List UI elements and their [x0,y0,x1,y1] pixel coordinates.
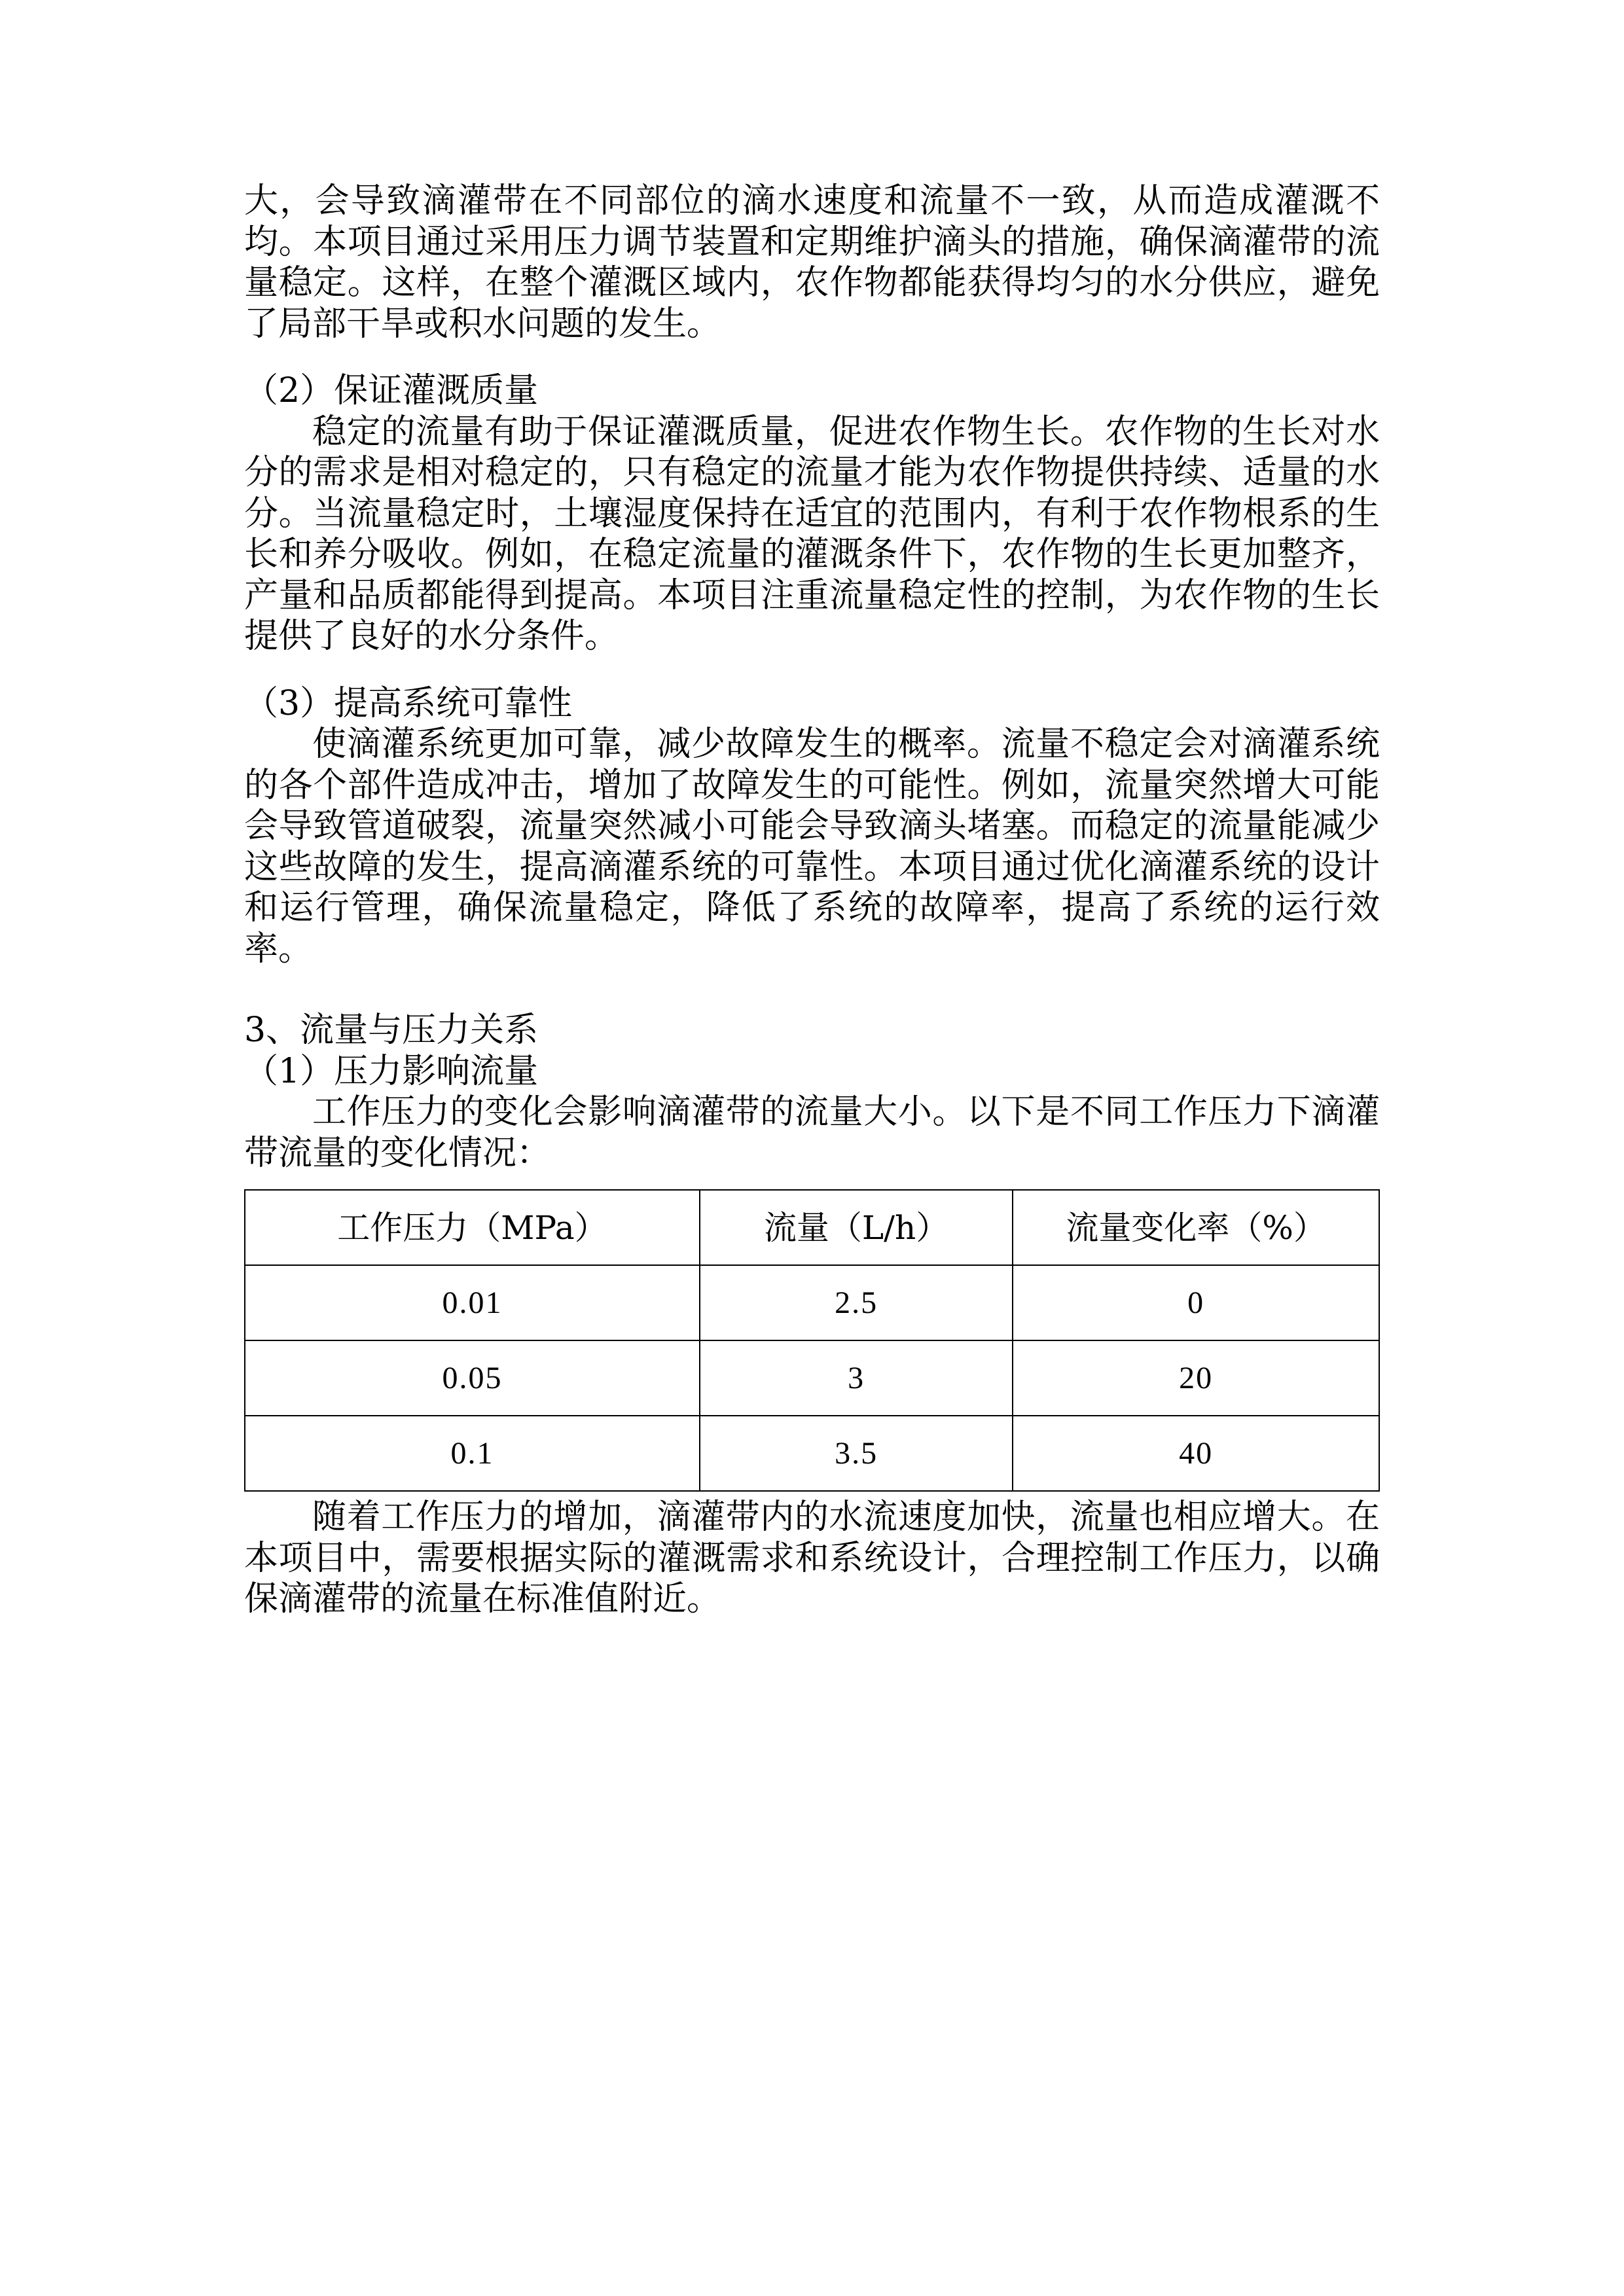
table-header-row [245,1190,1379,1265]
heading-2-irrigation-quality: （2）保证灌溉质量 [244,371,539,410]
heading-3-system-reliability: （3）提高系统可靠性 [244,683,573,723]
spacer [244,344,1380,370]
table-row [245,1340,1379,1416]
table-header-flow: 流量（L/h） [700,1190,1013,1265]
cell-flow: 3 [700,1340,1013,1416]
paragraph-pressure-intro: 工作压力的变化会影响滴灌带的流量大小。以下是不同工作压力下滴灌带流量的变化情况： [244,1092,1380,1173]
cell-pressure: 0.01 [245,1265,700,1340]
paragraph-flow-uniformity: 大，会导致滴灌带在不同部位的滴水速度和流量不一致，从而造成灌溉不均。本项目通过采用压力调节装置和定期维护滴头的措施，确保滴灌带的流量稳定。这样，在整个灌溉区域内，农作物都能获得均匀的水分供应，避免了局部干旱或积水问题的发生。 [244,181,1380,344]
table-header-flow-change-rate: 流量变化率（%） [1013,1190,1379,1265]
heading-section-flow-pressure: 3、流量与压力关系 [244,1011,539,1050]
table-row [245,1416,1379,1491]
table-row [245,1265,1379,1340]
flow-pressure-table-wrapper [244,1189,1380,1492]
cell-flow-change-rate: 40 [1013,1416,1379,1491]
cell-flow: 2.5 [700,1265,1013,1340]
spacer [244,657,1380,683]
heading-1-pressure-affects-flow: （1）压力影响流量 [244,1051,539,1091]
paragraph-irrigation-quality: 稳定的流量有助于保证灌溉质量，促进农作物生长。农作物的生长对水分的需求是相对稳定的，只有稳定的流量才能为农作物提供持续、适量的水分。当流量稳定时，土壤湿度保持在适宜的范围内，有利于农作物根系的生长和养分吸收。例如，在稳定流量的灌溉条件下，农作物的生长更加整齐，产量和品质都能得到提高。本项目注重流量稳定性的控制，为农作物的生长提供了良好的水分条件。 [244,412,1380,656]
flow-pressure-table [244,1189,1380,1492]
table-header-pressure: 工作压力（MPa） [245,1190,700,1265]
cell-flow-change-rate: 20 [1013,1340,1379,1416]
paragraph-system-reliability: 使滴灌系统更加可靠，减少故障发生的概率。流量不稳定会对滴灌系统的各个部件造成冲击，增加了故障发生的可能性。例如，流量突然增大可能会导致管道破裂，流量突然减小可能会导致滴头堵塞。而稳定的流量能减少这些故障的发生，提高滴灌系统的可靠性。本项目通过优化滴灌系统的设计和运行管理，确保流量稳定，降低了系统的故障率，提高了系统的运行效率。 [244,725,1380,969]
page-content [244,181,1380,1620]
cell-pressure: 0.1 [245,1416,700,1491]
cell-pressure: 0.05 [245,1340,700,1416]
cell-flow-change-rate: 0 [1013,1265,1379,1340]
spacer [244,969,1380,1010]
paragraph-pressure-conclusion: 随着工作压力的增加，滴灌带内的水流速度加快，流量也相应增大。在本项目中，需要根据实际的灌溉需求和系统设计，合理控制工作压力，以确保滴灌带的流量在标准值附近。 [244,1498,1380,1619]
cell-flow: 3.5 [700,1416,1013,1491]
